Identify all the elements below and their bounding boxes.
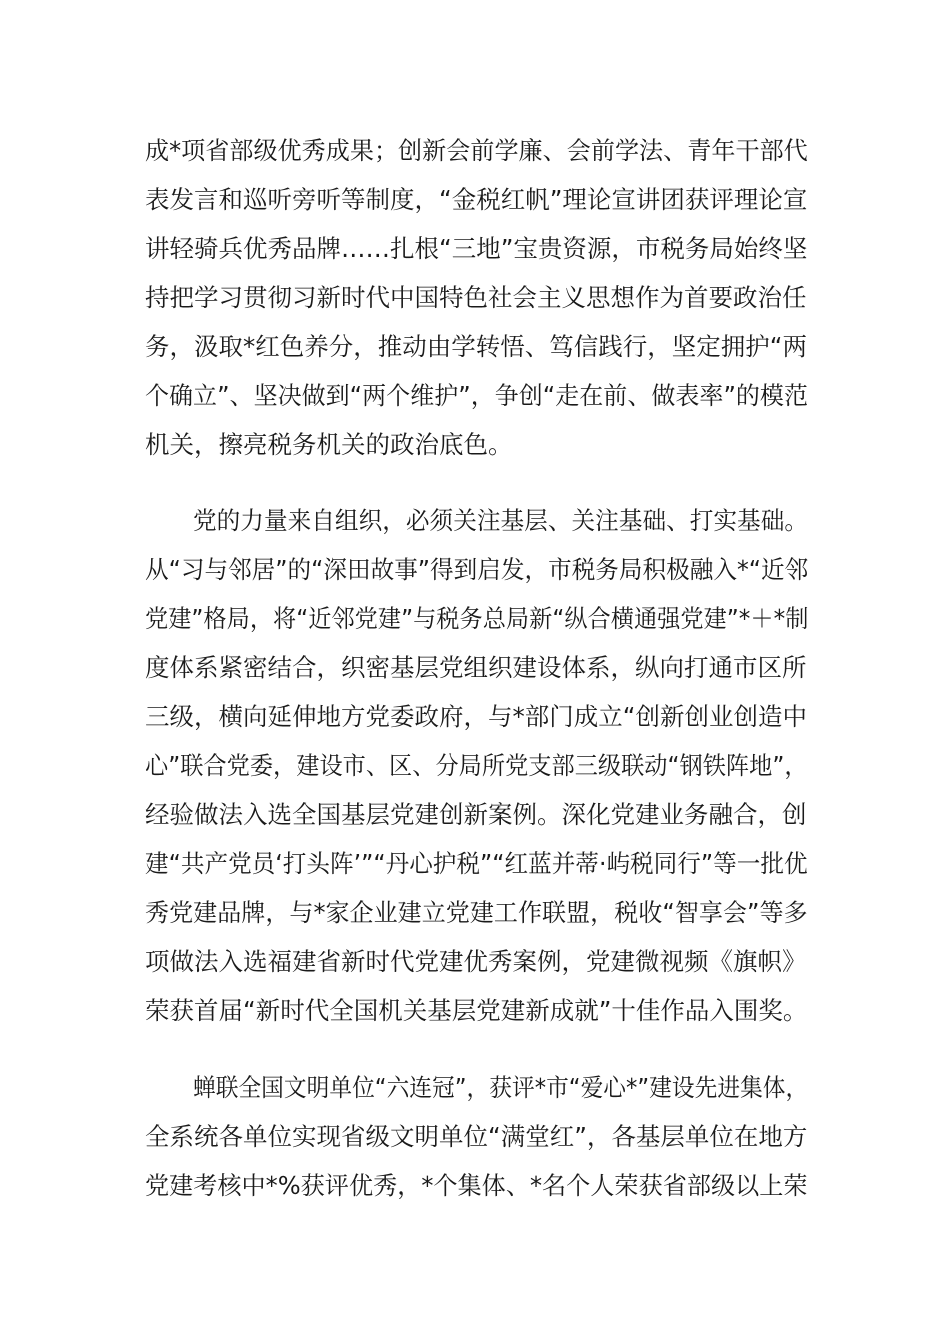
paragraph-2-line-7: 经验做法入选全国基层党建创新案例。深化党建业务融合，创 — [145, 800, 807, 829]
paragraph-2-line-4: 度体系紧密结合，织密基层党组织建设体系，纵向打通市区所 — [145, 653, 807, 682]
paragraph-1-line-4: 持把学习贯彻习新时代中国特色社会主义思想作为首要政治任 — [145, 283, 807, 312]
paragraph-1-line-1: 成*项省部级优秀成果；创新会前学廉、会前学法、青年干部代 — [145, 136, 808, 165]
paragraph-2-line-6: 心”联合党委，建设市、区、分局所党支部三级联动“钢铁阵地”， — [145, 751, 808, 780]
paragraph-1-line-5: 务，汲取*红色养分，推动由学转悟、笃信践行，坚定拥护“两 — [145, 332, 807, 361]
paragraph-1-line-6: 个确立”、坚决做到“两个维护”，争创“走在前、做表率”的模范 — [145, 381, 808, 410]
paragraph-3-line-2: 全系统各单位实现省级文明单位“满堂红”，各基层单位在地方 — [145, 1122, 808, 1151]
paragraph-2-line-11: 荣获首届“新时代全国机关基层党建新成就”十佳作品入围奖。 — [145, 996, 808, 1025]
paragraph-2-line-5: 三级，横向延伸地方党委政府，与*部门成立“创新创业创造中 — [145, 702, 807, 731]
paragraph-3-line-3: 党建考核中*%获评优秀，*个集体、*名个人荣获省部级以上荣 — [145, 1171, 808, 1200]
paragraph-2-line-3: 党建”格局，将“近邻党建”与税务总局新“纵合横通强党建”*＋*制 — [145, 604, 809, 633]
paragraph-2-line-9: 秀党建品牌，与*家企业建立党建工作联盟，税收“智享会”等多 — [145, 898, 808, 927]
paragraph-3-line-1: 蝉联全国文明单位“六连冠”，获评*市“爱心*”建设先进集体， — [193, 1073, 809, 1102]
paragraph-2-line-10: 项做法入选福建省新时代党建优秀案例，党建微视频《旗帜》 — [145, 947, 807, 976]
paragraph-2-line-2: 从“习与邻居”的“深田故事”得到启发，市税务局积极融入*“近邻 — [145, 555, 809, 584]
paragraph-1-line-3: 讲轻骑兵优秀品牌……扎根“三地”宝贵资源，市税务局始终坚 — [145, 234, 808, 263]
paragraph-1-line-7: 机关，擦亮税务机关的政治底色。 — [145, 430, 513, 459]
paragraph-1-line-2: 表发言和巡听旁听等制度，“金税红帆”理论宣讲团获评理论宣 — [145, 185, 808, 214]
paragraph-2-line-1: 党的力量来自组织，必须关注基层、关注基础、打实基础。 — [193, 506, 809, 535]
paragraph-2-line-8: 建“共产党员‘打头阵’”“丹心护税”“红蓝并蒂·屿税同行”等一批优 — [145, 849, 808, 878]
